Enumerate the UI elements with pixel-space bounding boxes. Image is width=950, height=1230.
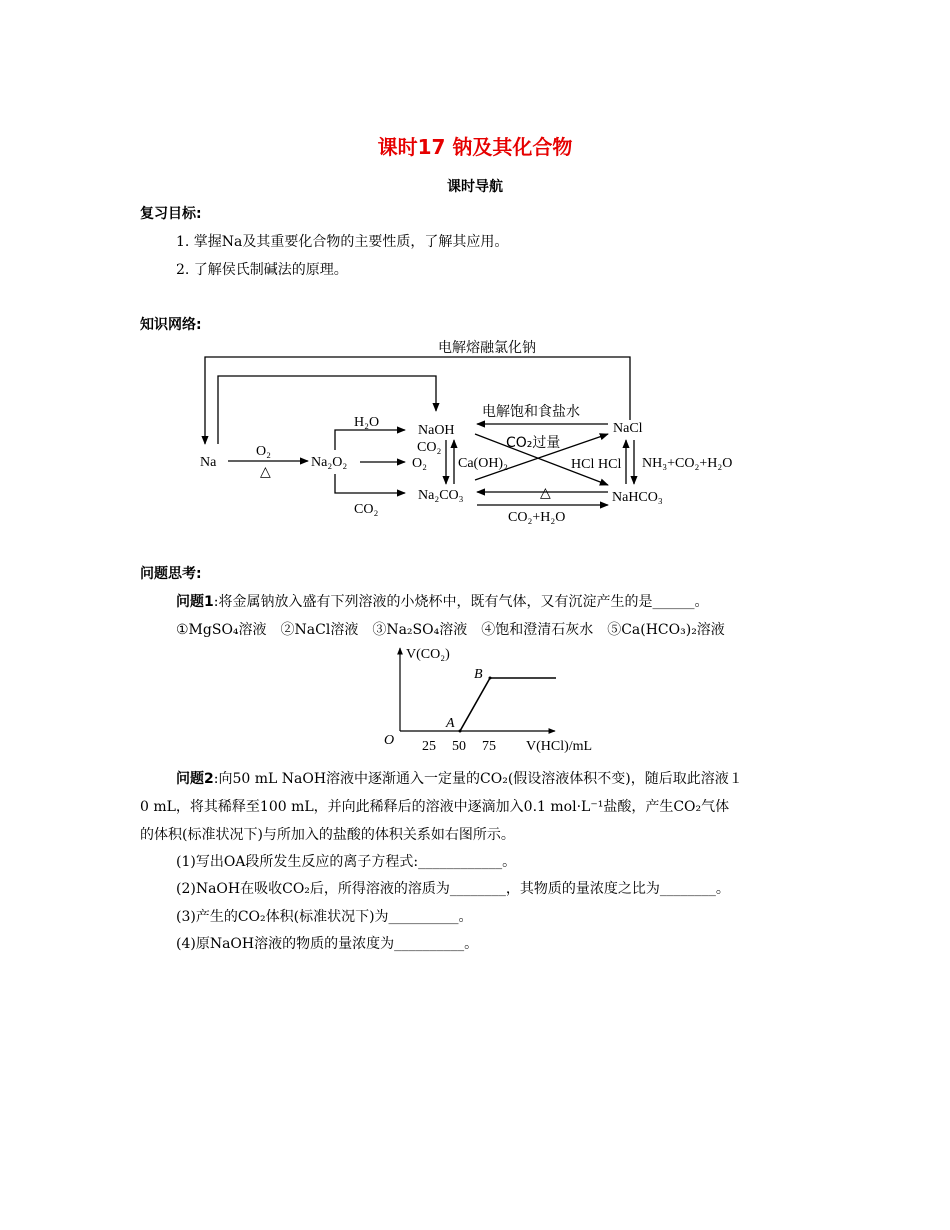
page-title: 课时17 钠及其化合物 bbox=[377, 135, 573, 159]
chart-x-tick: 75 bbox=[482, 739, 496, 754]
co2-volume-chart bbox=[370, 640, 630, 755]
arrow-na2o2-to-na2co3 bbox=[335, 474, 405, 493]
label-nh3-co2-h2o: NH₃+CO₂+H₂O bbox=[642, 456, 733, 471]
chart-point-label-B: B bbox=[474, 667, 483, 682]
review-item-2: 2. 了解侯氏制碱法的原理。 bbox=[176, 262, 348, 278]
label-o2: O₂ bbox=[256, 444, 271, 459]
network-heading: 知识网络: bbox=[140, 317, 202, 333]
chart-ylabel: V(CO₂) bbox=[406, 647, 450, 662]
question-1-label: 问题1 bbox=[176, 594, 214, 610]
label-h2o: H₂O bbox=[354, 415, 380, 430]
knowledge-network-diagram bbox=[0, 330, 950, 530]
question-2-sub-4: (4)原NaOH溶液的物质的量浓度为__________。 bbox=[176, 936, 479, 952]
chart-point-label-A: A bbox=[446, 716, 455, 731]
question-1-options: ①MgSO₄溶液 ②NaCl溶液 ③Na₂SO₄溶液 ④饱和澄清石灰水 ⑤Ca(HCO₃)₂溶液 bbox=[176, 622, 725, 638]
label-heat-nahco3: △ bbox=[540, 486, 551, 501]
arrow-na-to-naoh bbox=[218, 376, 436, 444]
question-2-sub-1: (1)写出OA段所发生反应的离子方程式:____________。 bbox=[176, 854, 517, 870]
review-item-1: 1. 掌握Na及其重要化合物的主要性质，了解其应用。 bbox=[176, 234, 509, 250]
question-2-line-1 bbox=[176, 768, 743, 788]
label-co2-h2o: CO₂+H₂O bbox=[508, 510, 566, 525]
label-caoh2: Ca(OH)₂ bbox=[458, 456, 508, 471]
question-1-text: :将金属钠放入盛有下列溶液的小烧杯中，既有气体，又有沉淀产生的是______。 bbox=[213, 594, 709, 610]
label-co2-excess: CO₂过量 bbox=[506, 435, 561, 451]
question-1 bbox=[176, 591, 708, 611]
node-na: Na bbox=[200, 455, 217, 470]
chart-series-line bbox=[460, 678, 556, 731]
chart-origin-label: O bbox=[384, 733, 395, 748]
node-nahco3: NaHCO₃ bbox=[612, 490, 663, 505]
question-2-line-2: 0 mL，将其稀释至100 mL，并向此稀释后的溶液中逐滴加入0.1 mol·L⁻¹盐酸，产生CO₂气体 bbox=[140, 799, 730, 815]
chart-point-A bbox=[459, 730, 462, 733]
review-heading: 复习目标: bbox=[140, 206, 202, 222]
questions-heading: 问题思考: bbox=[140, 566, 202, 582]
chart-x-tick: 25 bbox=[422, 739, 436, 754]
label-hcl-diagonal: HCl bbox=[571, 457, 595, 472]
label-co2-vertical: CO₂ bbox=[417, 440, 442, 455]
chart-xlabel: V(HCl)/mL bbox=[526, 739, 593, 754]
question-2-sub-2: (2)NaOH在吸收CO₂后，所得溶液的溶质为________，其物质的量浓度之比为________。 bbox=[176, 881, 730, 897]
label-hcl-vertical: HCl bbox=[598, 457, 622, 472]
label-electrolysis-brine: 电解饱和食盐水 bbox=[482, 404, 580, 420]
question-2-line-3: 的体积(标准状况下)与所加入的盐酸的体积关系如右图所示。 bbox=[140, 827, 515, 843]
node-na2o2: Na₂O₂ bbox=[311, 455, 348, 470]
node-o2: O₂ bbox=[412, 456, 427, 471]
label-heat-na: △ bbox=[260, 465, 271, 480]
section-subtitle: 课时导航 bbox=[447, 179, 503, 195]
chart-point-B bbox=[489, 677, 492, 680]
node-naoh: NaOH bbox=[418, 423, 455, 438]
chart-x-tick: 50 bbox=[452, 739, 466, 754]
question-2-label: 问题2 bbox=[176, 771, 214, 787]
label-electrolysis-molten-nacl: 电解熔融氯化钠 bbox=[438, 340, 536, 356]
arrow-na2o2-to-naoh bbox=[335, 430, 405, 450]
node-na2co3: Na₂CO₃ bbox=[418, 488, 464, 503]
question-2-text: :向50 mL NaOH溶液中逐渐通入一定量的CO₂(假设溶液体积不变)，随后取此溶液１ bbox=[213, 771, 743, 787]
question-2-sub-3: (3)产生的CO₂体积(标准状况下)为__________。 bbox=[176, 909, 473, 925]
label-co2-bottom: CO₂ bbox=[354, 502, 379, 517]
node-nacl: NaCl bbox=[613, 421, 643, 436]
